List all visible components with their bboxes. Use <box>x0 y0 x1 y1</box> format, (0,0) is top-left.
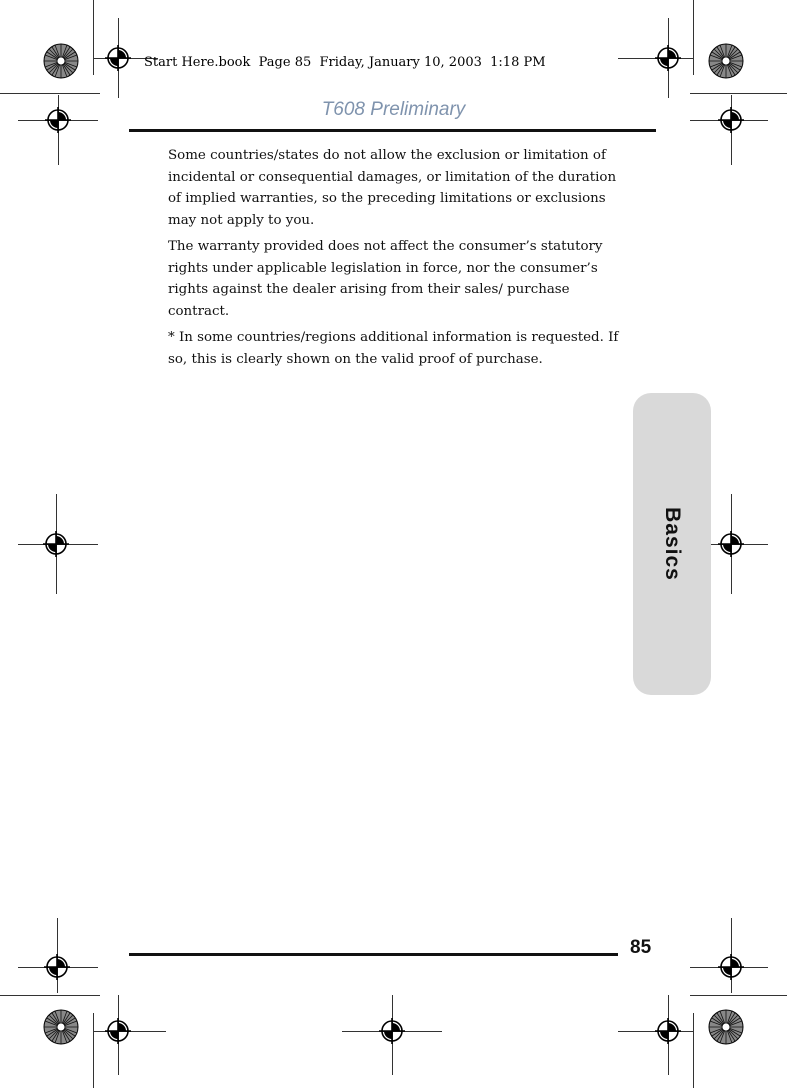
registration-target-icon <box>103 43 133 73</box>
section-tab <box>633 393 711 695</box>
crop-mark <box>693 0 694 75</box>
crop-mark <box>0 995 100 996</box>
starburst-icon <box>707 1008 745 1046</box>
page-number: 85 <box>630 937 652 958</box>
running-head: T608 Preliminary <box>321 99 466 120</box>
crop-mark <box>93 0 94 75</box>
paragraph: Some countries/states do not allow the exclusion or limitation of incidental or consequential damages, or limitation of the duration of implied warranties, so the preceding limitations or exclusions may not apply to you. <box>168 148 617 228</box>
crop-mark <box>0 93 100 94</box>
registration-target-icon <box>653 1016 683 1046</box>
crop-mark <box>693 1013 694 1088</box>
registration-target-icon <box>41 529 71 559</box>
registration-target-icon <box>377 1016 407 1046</box>
paragraph: * In some countries/regions additional information is requested. If so, this is clearly shown on the valid proof of purchase. <box>168 330 619 367</box>
registration-target-icon <box>716 952 746 982</box>
crop-mark <box>690 93 787 94</box>
header-rule <box>129 129 656 132</box>
starburst-icon <box>42 42 80 80</box>
body-text <box>168 145 630 375</box>
registration-target-icon <box>653 43 683 73</box>
print-slug: Start Here.book Page 85 Friday, January 10, 2003 1:18 PM <box>144 55 546 70</box>
starburst-icon <box>707 42 745 80</box>
starburst-icon <box>42 1008 80 1046</box>
footer-rule <box>129 953 618 956</box>
crop-mark <box>690 995 787 996</box>
crop-mark <box>93 1013 94 1088</box>
paragraph: The warranty provided does not affect the consumer’s statutory rights under applicable legislation in force, nor the consumer’s rights against the dealer arising from their sales/ purchase contract. <box>168 239 603 319</box>
registration-target-icon <box>103 1016 133 1046</box>
section-tab-label: Basics <box>661 507 684 581</box>
registration-target-icon <box>716 529 746 559</box>
registration-target-icon <box>42 952 72 982</box>
